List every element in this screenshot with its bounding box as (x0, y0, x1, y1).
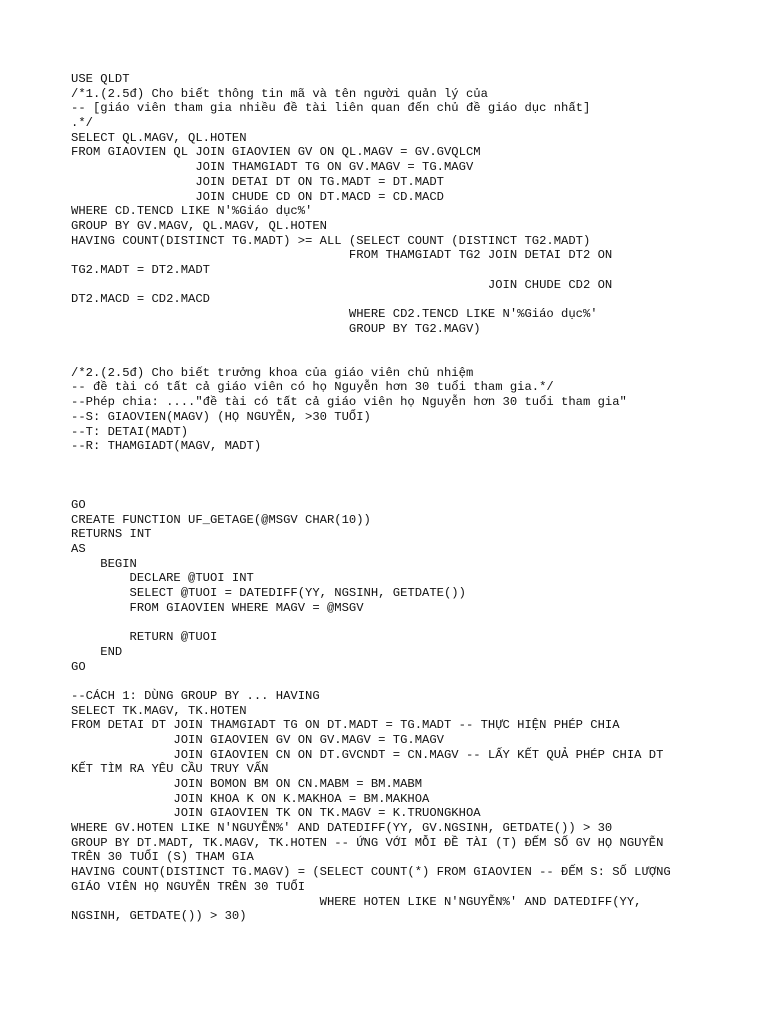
code-line: END (71, 644, 123, 659)
blank-line (71, 454, 751, 469)
blank-line (71, 615, 751, 630)
code-line: JOIN CHUDE CD ON DT.MACD = CD.MACD (71, 189, 444, 204)
code-line: FROM GIAOVIEN WHERE MAGV = @MSGV (71, 600, 364, 615)
code-line: FROM THAMGIADT TG2 JOIN DETAI DT2 ON (71, 248, 613, 263)
code-line: GROUP BY GV.MAGV, QL.MAGV, QL.HOTEN (71, 218, 327, 233)
code-line: KẾT TÌM RA YÊU CẦU TRUY VẤN (71, 762, 269, 777)
code-line: /*1.(2.5đ) Cho biết thông tin mã và tên người quản lý của (71, 86, 488, 101)
code-line: --Phép chia: ...."đề tài có tất cả giáo viên họ Nguyễn hơn 30 tuổi tham gia" (71, 395, 627, 410)
code-line: /*2.(2.5đ) Cho biết trưởng khoa của giáo viên chủ nhiệm (71, 365, 474, 380)
code-line: JOIN GIAOVIEN GV ON GV.MAGV = TG.MAGV (71, 732, 444, 747)
code-line: -- đề tài có tất cả giáo viên có họ Nguyễn hơn 30 tuổi tham gia.*/ (71, 380, 554, 395)
code-line: TRÊN 30 TUỔI (S) THAM GIA (71, 850, 254, 865)
code-line: .*/ (71, 116, 93, 131)
code-line: --R: THAMGIADT(MAGV, MADT) (71, 439, 262, 454)
code-line: GROUP BY DT.MADT, TK.MAGV, TK.HOTEN -- ỨNG VỚI MỖI ĐỀ TÀI (T) ĐẾM SỐ GV HỌ NGUYỄN (71, 835, 664, 850)
code-line: HAVING COUNT(DISTINCT TG.MAGV) = (SELECT COUNT(*) FROM GIAOVIEN -- ĐẾM S: SỐ LƯỢNG (71, 865, 671, 880)
blank-line (71, 336, 751, 351)
code-line: --T: DETAI(MADT) (71, 424, 189, 439)
code-line: USE QLDT (71, 72, 130, 86)
code-line: GIÁO VIÊN HỌ NGUYỄN TRÊN 30 TUỔI (71, 879, 306, 894)
code-line: DECLARE @TUOI INT (71, 571, 254, 586)
code-line: WHERE CD2.TENCD LIKE N'%Giáo dục%' (71, 307, 598, 321)
code-line: FROM DETAI DT JOIN THAMGIADT TG ON DT.MADT = TG.MADT -- THỰC HIỆN PHÉP CHIA (71, 718, 620, 733)
code-line: WHERE HOTEN LIKE N'NGUYỄN%' AND DATEDIFF(YY, (71, 894, 642, 909)
code-line: --CÁCH 1: DÙNG GROUP BY ... HAVING (71, 688, 320, 703)
code-line: GO (71, 659, 86, 674)
code-line: BEGIN (71, 556, 137, 571)
code-line: FROM GIAOVIEN QL JOIN GIAOVIEN GV ON QL.MAGV = GV.GVQLCM (71, 145, 481, 160)
code-line: SELECT TK.MAGV, TK.HOTEN (71, 703, 247, 718)
code-line: JOIN KHOA K ON K.MAKHOA = BM.MAKHOA (71, 791, 430, 806)
code-line: GROUP BY TG2.MAGV) (71, 321, 481, 336)
code-line: NGSINH, GETDATE()) > 30) (71, 909, 247, 924)
code-line: RETURN @TUOI (71, 630, 218, 645)
code-line: GO (71, 497, 86, 512)
code-line: WHERE CD.TENCD LIKE N'%Giáo dục%' (71, 204, 313, 219)
blank-line (71, 483, 751, 498)
code-line: JOIN DETAI DT ON TG.MADT = DT.MADT (71, 174, 444, 189)
code-line: TG2.MADT = DT2.MADT (71, 262, 210, 277)
code-line: SELECT QL.MAGV, QL.HOTEN (71, 130, 247, 145)
sql-code-block (71, 72, 751, 924)
code-line: JOIN BOMON BM ON CN.MABM = BM.MABM (71, 777, 423, 791)
code-line: WHERE GV.HOTEN LIKE N'NGUYỄN%' AND DATEDIFF(YY, GV.NGSINH, GETDATE()) > 30 (71, 821, 613, 836)
code-line: -- [giáo viên tham gia nhiều đề tài liên quan đến chủ đề giáo dục nhất] (71, 101, 591, 116)
code-line: JOIN GIAOVIEN TK ON TK.MAGV = K.TRUONGKHOA (71, 806, 481, 821)
code-line: DT2.MACD = CD2.MACD (71, 292, 210, 307)
code-line: CREATE FUNCTION UF_GETAGE(@MSGV CHAR(10)) (71, 512, 371, 527)
code-line: JOIN THAMGIADT TG ON GV.MAGV = TG.MAGV (71, 160, 474, 175)
code-line: JOIN CHUDE CD2 ON (71, 277, 613, 292)
code-line: RETURNS INT (71, 527, 152, 542)
blank-line (71, 674, 751, 689)
code-line: SELECT @TUOI = DATEDIFF(YY, NGSINH, GETDATE()) (71, 586, 466, 601)
code-line: JOIN GIAOVIEN CN ON DT.GVCNDT = CN.MAGV -- LẤY KẾT QUẢ PHÉP CHIA DT (71, 747, 664, 762)
blank-line (71, 351, 751, 366)
code-line: HAVING COUNT(DISTINCT TG.MADT) >= ALL (SELECT COUNT (DISTINCT TG2.MADT) (71, 233, 591, 248)
blank-line (71, 469, 751, 484)
code-line: --S: GIAOVIEN(MAGV) (HỌ NGUYỄN, >30 TUỔI) (71, 409, 371, 424)
code-line: AS (71, 542, 86, 556)
